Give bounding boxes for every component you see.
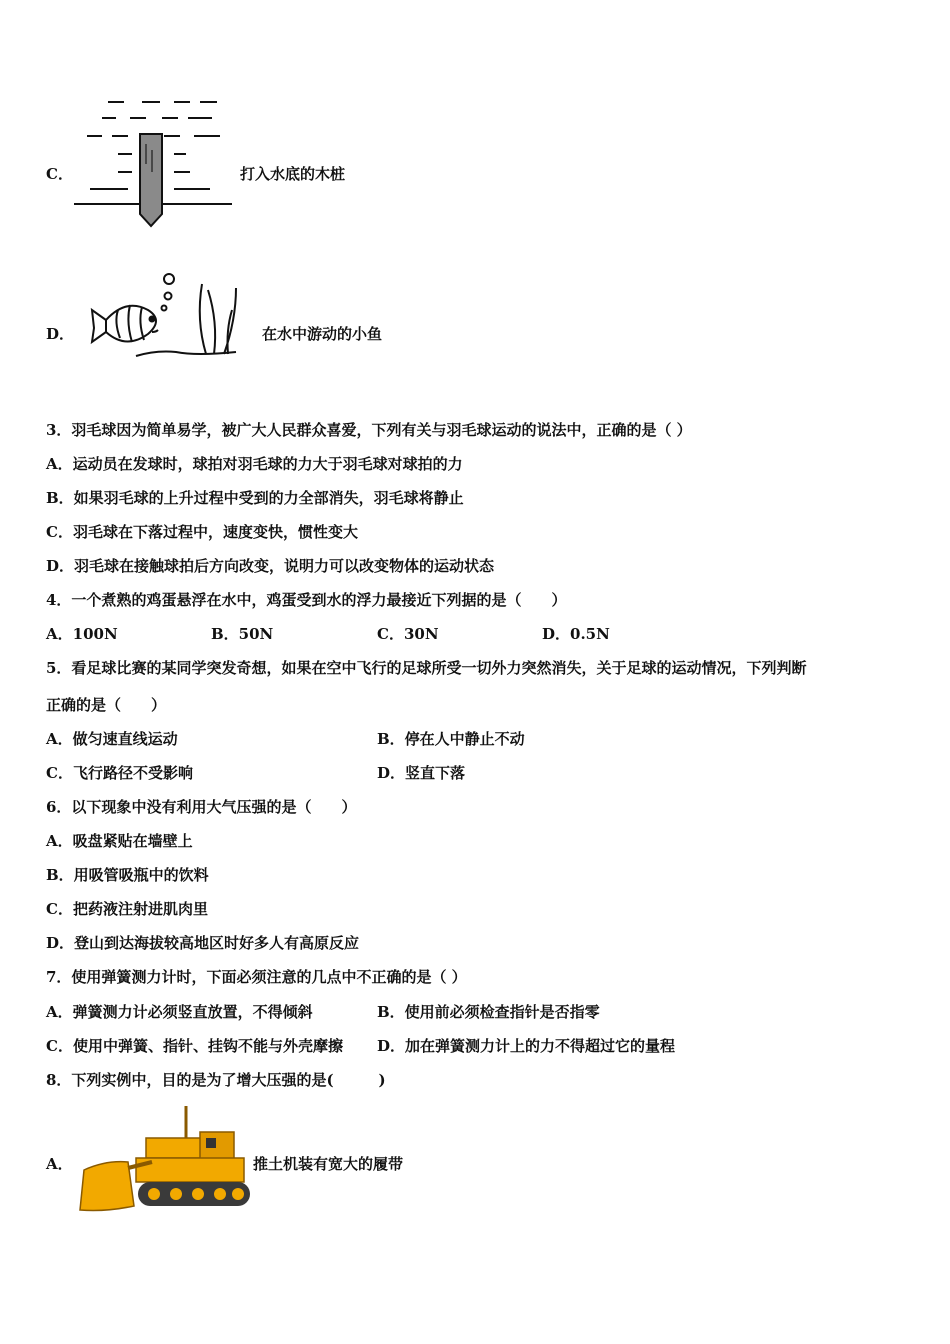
option-d-letter: D．	[46, 325, 75, 343]
q4-option-c: C．30N	[377, 625, 439, 643]
q8-option-a-caption: 推土机装有宽大的履带	[253, 1155, 404, 1173]
q7-option-b: B．使用前必须检查指针是否指零	[377, 1003, 600, 1021]
pile-in-water-figure	[72, 92, 237, 232]
q6-option-b: B．用吸管吸瓶中的饮料	[46, 866, 209, 884]
q5-option-a: A．做匀速直线运动	[46, 730, 178, 748]
q4-option-a: A．100N	[46, 625, 118, 643]
option-d-caption: 在水中游动的小鱼	[262, 325, 383, 343]
q6-option-c: C．把药液注射进肌肉里	[46, 900, 208, 918]
q3-option-c: C．羽毛球在下落过程中，速度变快，惯性变大	[46, 523, 358, 541]
q3-option-d: D．羽毛球在接触球拍后方向改变，说明力可以改变物体的运动状态	[46, 557, 495, 575]
q8-option-a-letter: A．	[46, 1155, 73, 1173]
q4-option-d: D．0.5N	[542, 625, 610, 643]
q4-stem: 4．一个煮熟的鸡蛋悬浮在水中，鸡蛋受到水的浮力最接近下列据的是（ ）	[46, 591, 567, 609]
q6-option-d: D．登山到达海拔较高地区时好多人有高原反应	[46, 934, 360, 952]
q6-stem: 6．以下现象中没有利用大气压强的是（ ）	[46, 798, 357, 816]
bulldozer-figure	[76, 1102, 254, 1216]
q5-option-d: D．竖直下落	[377, 764, 466, 782]
option-c-letter: C．	[46, 165, 73, 183]
q5-option-c: C．飞行路径不受影响	[46, 764, 193, 782]
q7-option-d: D．加在弹簧测力计上的力不得超过它的量程	[377, 1037, 676, 1055]
q6-option-a: A．吸盘紧贴在墙壁上	[46, 832, 193, 850]
q8-stem: 8．下列实例中，目的是为了增大压强的是( )	[46, 1071, 386, 1089]
fish-in-water-figure	[86, 270, 246, 362]
q4-option-b: B．50N	[211, 625, 274, 643]
q3-option-b: B．如果羽毛球的上升过程中受到的力全部消失，羽毛球将静止	[46, 489, 464, 507]
q5-stem-line2: 正确的是（ ）	[46, 696, 167, 714]
q7-option-c: C．使用中弹簧、指针、挂钩不能与外壳摩擦	[46, 1037, 343, 1055]
option-c-caption: 打入水底的木桩	[240, 165, 346, 183]
q7-option-a: A．弹簧测力计必须竖直放置，不得倾斜	[46, 1003, 313, 1021]
q3-stem: 3．羽毛球因为简单易学，被广大人民群众喜爱，下列有关与羽毛球运动的说法中，正确的是（ ）	[46, 421, 692, 439]
q5-stem-line1: 5．看足球比赛的某同学突发奇想，如果在空中飞行的足球所受一切外力突然消失，关于足球的运动情况，下列判断	[46, 659, 807, 677]
q3-option-a: A．运动员在发球时，球拍对羽毛球的力大于羽毛球对球拍的力	[46, 455, 463, 473]
q7-stem: 7．使用弹簧测力计时，下面必须注意的几点中不正确的是（ ）	[46, 968, 467, 986]
q5-option-b: B．停在人中静止不动	[377, 730, 525, 748]
